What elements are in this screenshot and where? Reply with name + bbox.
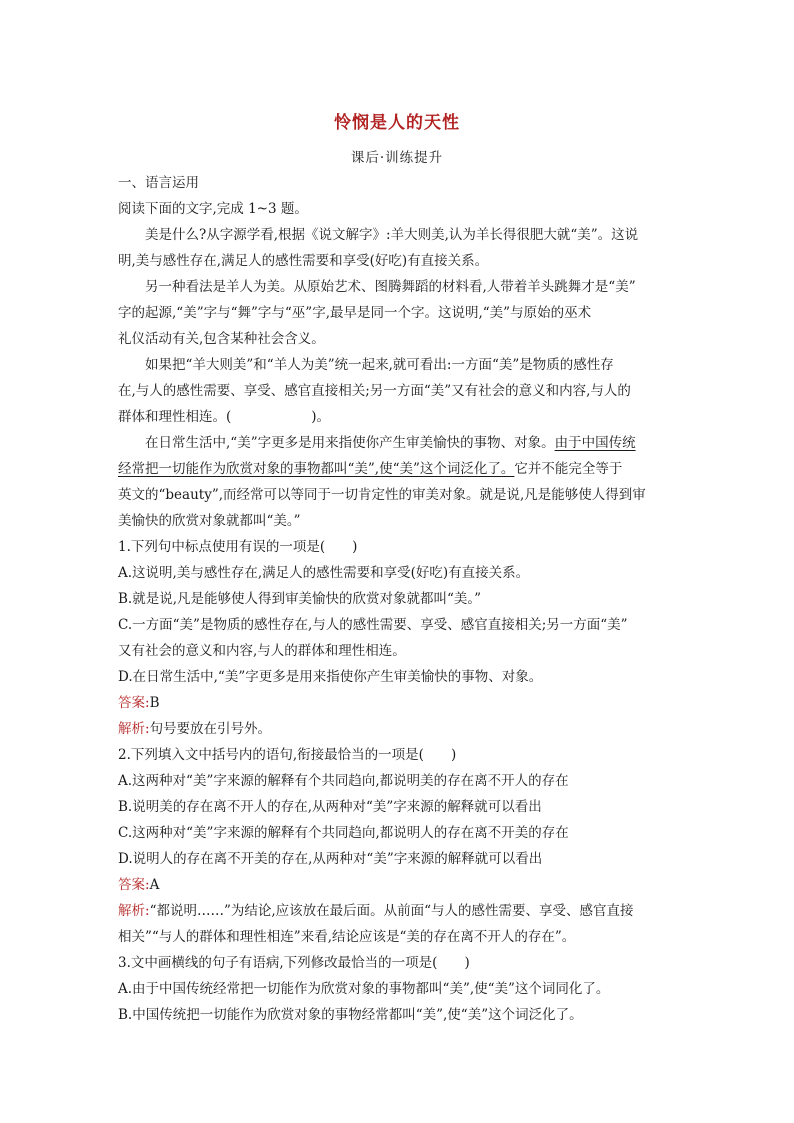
page-subtitle: 课后·训练提升	[350, 150, 444, 166]
passage-text: 它并不能完全等于	[514, 461, 623, 477]
analysis-text: 句号要放在引号外。	[149, 721, 272, 737]
answer-label: 答案:	[118, 695, 150, 711]
passage-line	[118, 430, 680, 456]
answer-label: 答案:	[118, 877, 150, 893]
reading-passage	[118, 222, 680, 534]
passage-line: 美愉快的欣赏对象就都叫“美。”	[118, 513, 301, 529]
analysis-line	[118, 898, 680, 924]
option-c-continued: 又有社会的意义和内容,与人的群体和理性相连。	[118, 643, 406, 659]
question-3	[118, 950, 680, 1028]
passage-text: 群体和理性相连。(	[118, 409, 232, 425]
analysis-line-continued: 相关”“与人的群体和理性相连”来看,结论应该是“美的存在离不开人的存在”。	[118, 929, 576, 945]
underlined-sentence: 经常把一切能作为欣赏对象的事物都叫“美”,使“美”这个词泛化了。	[118, 461, 515, 477]
passage-line: 美是什么?从字源学看,根据《说文解字》:羊大则美,认为羊长得很肥大就“美”。这说	[145, 227, 639, 243]
option-c: C.一方面“美”是物质的感性存在,与人的感性需要、享受、感官直接相关;另一方面“美”	[118, 617, 628, 633]
passage-line: 另一种看法是羊人为美。从原始艺术、图腾舞蹈的材料看,人带着羊头跳舞才是“美”	[145, 279, 636, 295]
option-d: D.在日常生活中,“美”字更多是用来指使你产生审美愉快的事物、对象。	[118, 669, 543, 685]
option-d: D.说明人的存在离不开美的存在,从两种对“美”字来源的解释就可以看出	[118, 851, 543, 867]
question-stem: 3.文中画横线的句子有语病,下列修改最恰当的一项是( )	[118, 955, 470, 971]
question-stem: 2.下列填入文中括号内的语句,衔接最恰当的一项是( )	[118, 747, 457, 763]
question-stem: 1.下列句中标点使用有误的一项是( )	[118, 539, 358, 555]
passage-line: 礼仪活动有关,包含某种社会含义。	[118, 331, 325, 347]
question-1	[118, 534, 680, 742]
answer-value: A	[149, 877, 160, 893]
section-heading: 一、语言运用	[118, 175, 199, 191]
question-2	[118, 742, 680, 950]
passage-line	[118, 404, 680, 430]
analysis-label: 解析:	[118, 721, 150, 737]
passage-text: )。	[311, 409, 331, 425]
passage-line: 字的起源,“美”字与“舞”字与“巫”字,最早是同一个字。这说明,“美”与原始的巫术	[118, 305, 592, 321]
document-body	[118, 170, 680, 1028]
option-b: B.中国传统把一切能作为欣赏对象的事物经常都叫“美”,使“美”这个词泛化了。	[118, 1007, 583, 1023]
analysis-line	[118, 716, 680, 742]
answer-value: B	[149, 695, 160, 711]
option-a: A.这说明,美与感性存在,满足人的感性需要和享受(好吃)有直接关系。	[118, 565, 530, 581]
passage-line: 英文的“beauty”,而经常可以等同于一切肯定性的审美对象。就是说,凡是能够使人得到审	[118, 487, 646, 503]
passage-line: 在,与人的感性需要、享受、感官直接相关;另一方面“美”又有社会的意义和内容,与人的	[118, 383, 631, 399]
answer-line	[118, 872, 680, 898]
analysis-text: “都说明……”为结论,应该放在最后面。从前面“与人的感性需要、享受、感官直接	[149, 903, 634, 919]
option-a: A.这两种对“美”字来源的解释有个共同趋向,都说明美的存在离不开人的存在	[118, 773, 569, 789]
option-b: B.就是说,凡是能够使人得到审美愉快的欣赏对象就都叫“美。”	[118, 591, 482, 607]
option-c: C.这两种对“美”字来源的解释有个共同趋向,都说明人的存在离不开美的存在	[118, 825, 569, 841]
option-b: B.说明美的存在离不开人的存在,从两种对“美”字来源的解释就可以看出	[118, 799, 542, 815]
analysis-label: 解析:	[118, 903, 150, 919]
option-a: A.由于中国传统经常把一切能作为欣赏对象的事物都叫“美”,使“美”这个词同化了。	[118, 981, 610, 997]
underlined-sentence: 由于中国传统	[554, 435, 636, 451]
passage-text: 在日常生活中,“美”字更多是用来指使你产生审美愉快的事物、对象。	[145, 435, 555, 451]
passage-line	[118, 456, 680, 482]
page-title: 怜悯是人的天性	[334, 113, 460, 133]
passage-line: 明,美与感性存在,满足人的感性需要和享受(好吃)有直接关系。	[118, 253, 489, 269]
reading-instruction: 阅读下面的文字,完成 1~3 题。	[118, 201, 308, 217]
passage-line: 如果把“羊大则美”和“羊人为美”统一起来,就可看出:一方面“美”是物质的感性存	[145, 357, 614, 373]
answer-line	[118, 690, 680, 716]
